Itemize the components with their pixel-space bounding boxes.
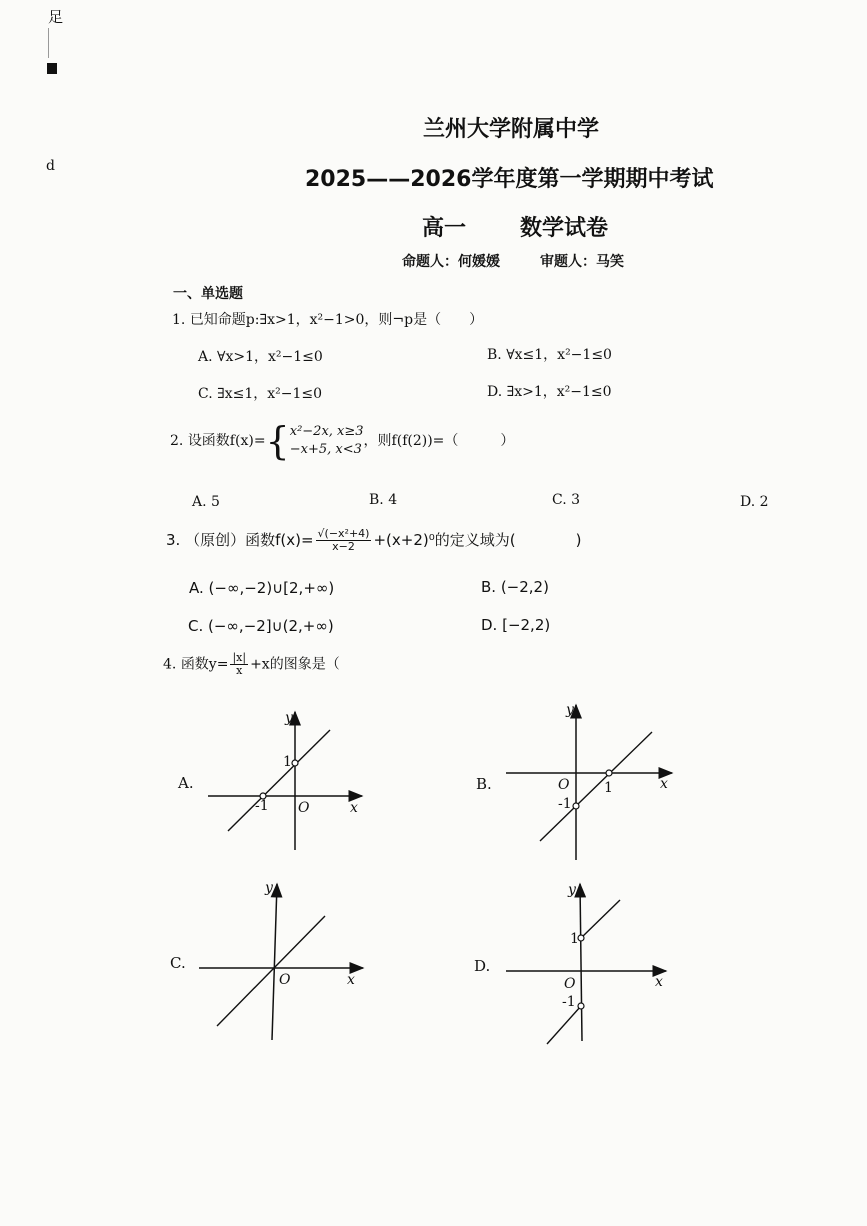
- graph-a-neg-one-label: -1: [255, 798, 269, 814]
- graph-b-hollow-point-lower: [573, 803, 579, 809]
- q3-fraction-denominator: x−2: [332, 540, 355, 553]
- q3-suffix: +(x+2)⁰的定义域为( ): [373, 531, 582, 549]
- graph-c-line: [217, 916, 325, 1026]
- q1-stem: 已知命题p:∃x>1，x²−1>0，则¬p是（ ）: [189, 312, 484, 328]
- q3-prefix: （原创）函数f(x)=: [185, 531, 314, 549]
- graph-b-one-label: 1: [604, 780, 613, 796]
- q4-option-d-label: D.: [474, 957, 491, 975]
- graph-c-y-label: y: [265, 880, 273, 896]
- graph-c-origin-label: O: [279, 972, 291, 988]
- q1-option-b: B. ∀x≤1，x²−1≤0: [487, 347, 612, 363]
- q4-fraction: [230, 652, 248, 677]
- graph-a-y-label: y: [285, 710, 293, 726]
- question-4: [163, 652, 340, 677]
- q2-option-b: B. 4: [369, 492, 398, 508]
- setter-info: 命题人：何媛媛: [402, 254, 500, 270]
- graph-d: [500, 876, 680, 1046]
- graph-b-neg-one-label: -1: [558, 796, 572, 812]
- graph-a-origin-label: O: [298, 800, 310, 816]
- question-1: [172, 309, 483, 329]
- q2-option-c: C. 3: [552, 492, 581, 508]
- exam-title: 2025——2026学年度第一学期期中考试: [305, 167, 714, 192]
- q4-fraction-denominator: x: [236, 664, 243, 677]
- q1-option-c: C. ∃x≤1，x²−1≤0: [198, 386, 323, 402]
- q4-option-b-label: B.: [476, 775, 492, 793]
- graph-d-upper-ray: [581, 900, 620, 938]
- q4-option-c-label: C.: [170, 954, 186, 972]
- graph-b-y-label: y: [566, 702, 574, 718]
- margin-mark-side: d: [46, 158, 55, 174]
- q2-prefix: 设函数f(x)=: [187, 433, 266, 449]
- q3-option-b: B. (−2,2): [481, 578, 549, 596]
- graph-d-y-label: y: [568, 882, 576, 898]
- graph-d-x-label: x: [655, 974, 663, 990]
- q1-option-d: D. ∃x>1，x²−1≤0: [487, 384, 612, 400]
- graph-c: [195, 876, 375, 1046]
- grade-label: 高一: [422, 216, 467, 241]
- q3-option-a: A. (−∞,−2)∪[2,+∞): [189, 579, 335, 597]
- q1-number: 1.: [172, 312, 186, 328]
- school-name: 兰州大学附属中学: [423, 117, 600, 142]
- subject-label: 数学试卷: [520, 216, 609, 241]
- margin-mark-block: [47, 63, 57, 74]
- graph-b-line: [540, 732, 652, 841]
- graph-d-origin-label: O: [564, 976, 576, 992]
- q2-option-d: D. 2: [740, 494, 769, 510]
- q2-number: 2.: [170, 433, 184, 449]
- question-3: [166, 528, 581, 553]
- reviewer-info: 审题人：马笑: [540, 254, 624, 270]
- graph-d-lower-ray: [547, 1006, 581, 1044]
- graph-b-hollow-point-right: [606, 770, 612, 776]
- graph-d-neg-one-label: -1: [562, 994, 576, 1010]
- graph-a: [200, 700, 370, 860]
- graph-a-x-label: x: [350, 800, 358, 816]
- q4-suffix: +x的图象是（: [250, 656, 340, 673]
- question-2: [170, 419, 515, 463]
- section-title: 一、单选题: [173, 286, 243, 302]
- graph-a-hollow-point-upper: [292, 760, 298, 766]
- graph-a-line: [228, 730, 330, 831]
- q2-case-2: −x+5, x<3: [289, 442, 362, 457]
- graph-d-y-axis: [580, 884, 582, 1041]
- graph-c-x-label: x: [347, 972, 355, 988]
- margin-mark-top: 足: [48, 8, 64, 26]
- graph-d-hollow-point-lower: [578, 1003, 584, 1009]
- margin-line: [48, 28, 49, 58]
- q3-option-c: C. (−∞,−2]∪(2,+∞): [188, 617, 334, 635]
- q4-prefix: 函数y=: [180, 656, 229, 673]
- q2-option-a: A. 5: [192, 494, 220, 510]
- q3-option-d: D. [−2,2): [481, 616, 551, 634]
- graph-b-origin-label: O: [558, 777, 570, 793]
- q3-fraction: [316, 528, 372, 553]
- q3-fraction-numerator: √(−x²+4): [317, 527, 370, 540]
- q2-suffix: ，则f(f(2))=（ ）: [363, 433, 515, 449]
- graph-b-x-label: x: [660, 776, 668, 792]
- q1-option-a: A. ∀x>1，x²−1≤0: [198, 349, 323, 365]
- q4-number: 4.: [163, 656, 177, 673]
- q2-brace: {: [265, 419, 290, 463]
- graph-a-one-label: 1: [283, 754, 292, 770]
- graph-d-one-label: 1: [570, 931, 579, 947]
- q4-option-a-label: A.: [178, 774, 194, 792]
- q3-number: 3.: [166, 531, 181, 549]
- q2-case-1: x²−2x, x≥3: [289, 424, 364, 439]
- graph-b: [500, 700, 680, 865]
- q4-fraction-numerator: |x|: [232, 651, 247, 664]
- q2-cases: [290, 423, 364, 459]
- graph-c-y-axis: [272, 884, 277, 1040]
